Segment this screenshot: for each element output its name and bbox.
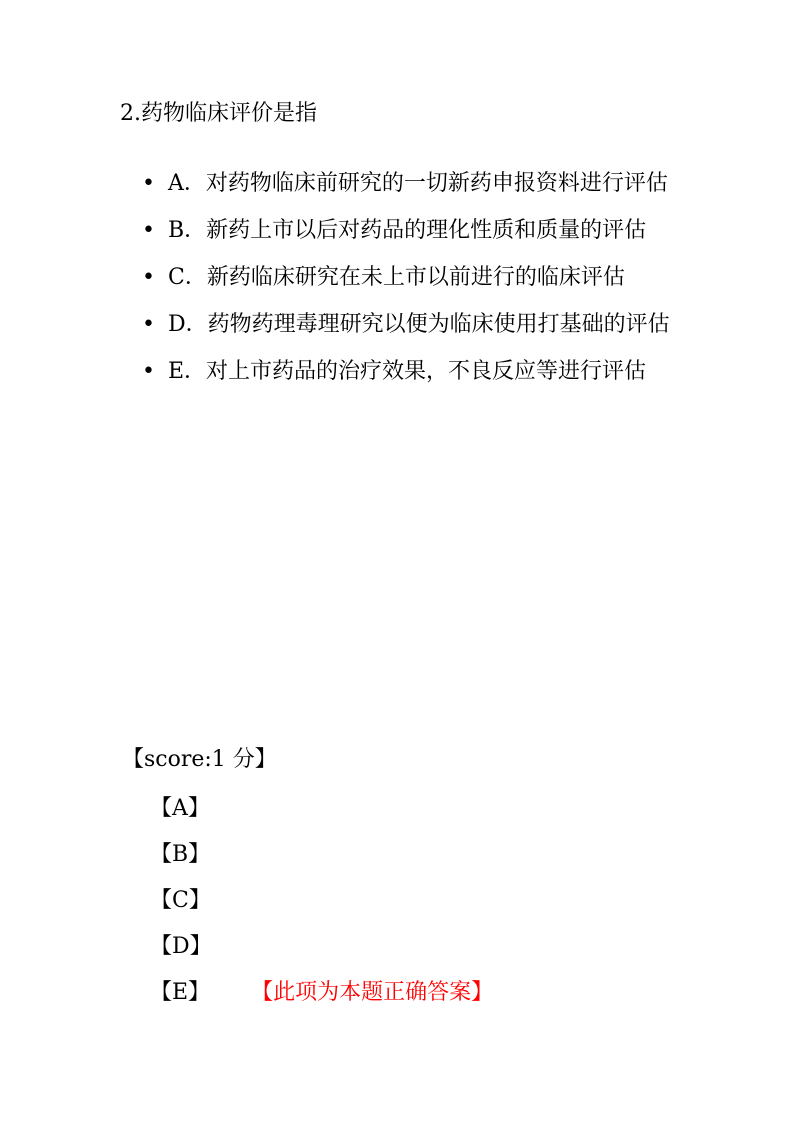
answer-b	[150, 832, 493, 878]
score-label: 【score:1 分】	[122, 747, 277, 772]
answer-a	[150, 786, 493, 832]
option-e-label: E．对上市药品的治疗效果，不良反应等进行评估	[168, 359, 647, 384]
option-d	[140, 301, 680, 348]
answer-a-label: 【A】	[150, 796, 210, 821]
answer-e-label: 【E】	[150, 980, 211, 1005]
option-c-label: C．新药临床研究在未上市以前进行的临床评估	[168, 265, 625, 290]
answer-e	[150, 970, 493, 1016]
answer-list	[150, 786, 493, 1016]
bullet-icon: •	[142, 312, 155, 337]
answer-c-label: 【C】	[150, 888, 211, 913]
bullet-icon: •	[142, 218, 155, 243]
bullet-icon: •	[142, 265, 155, 290]
option-e	[140, 348, 680, 395]
bullet-icon: •	[142, 359, 155, 384]
option-c	[140, 254, 680, 301]
answer-b-label: 【B】	[150, 842, 211, 867]
bullet-icon: •	[142, 171, 155, 196]
answer-d	[150, 924, 493, 970]
answer-d-label: 【D】	[150, 934, 212, 959]
option-b	[140, 207, 680, 254]
correct-answer-note: 【此项为本题正确答案】	[251, 980, 494, 1005]
option-d-label: D．药物药理毒理研究以便为临床使用打基础的评估	[168, 312, 670, 337]
option-b-label: B．新药上市以后对药品的理化性质和质量的评估	[168, 218, 647, 243]
question-text: 2.药物临床评价是指	[120, 101, 317, 126]
answer-c	[150, 878, 493, 924]
option-a	[140, 160, 680, 207]
option-a-label: A．对药物临床前研究的一切新药申报资料进行评估	[168, 171, 668, 196]
option-list	[140, 160, 680, 395]
